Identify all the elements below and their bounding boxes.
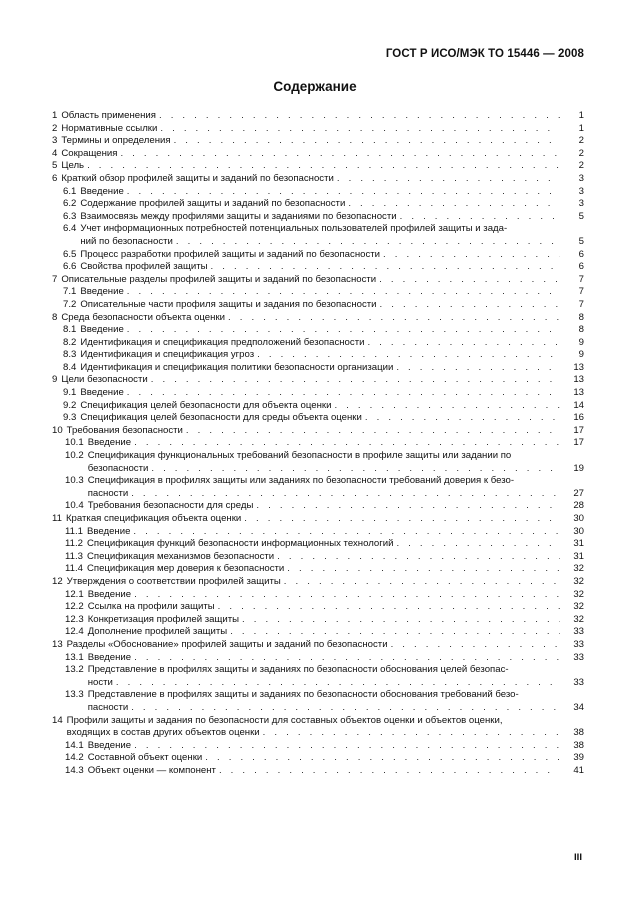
toc-entry-number: 11.3 — [65, 550, 83, 562]
dot-leader — [228, 312, 560, 325]
dot-leader — [133, 526, 560, 539]
toc-entry-title: Утверждения о соответствии профилей защиты — [66, 575, 281, 587]
toc-entry-number: 8 — [52, 311, 58, 323]
toc-entry[interactable] — [52, 563, 584, 576]
toc-entry[interactable] — [52, 223, 584, 236]
toc-entry-number: 10.2 — [65, 450, 84, 462]
dot-leader — [116, 677, 560, 690]
toc-entry-number: 10.3 — [65, 475, 84, 487]
toc-entry-title: Дополнение профилей защиты — [87, 626, 228, 638]
toc-entry-number: 2 — [52, 122, 58, 134]
toc-entry[interactable] — [52, 664, 584, 677]
toc-entry-number: 5 — [52, 160, 58, 172]
toc-entry-title: Представление в профилях защиты и заданиях по безопасности обоснования требований безо- — [87, 689, 519, 701]
dot-leader — [334, 400, 560, 413]
toc-entry-title: Идентификация и спецификация политики безопасности организации — [80, 361, 394, 373]
toc-entry[interactable] — [52, 110, 584, 123]
toc-entry[interactable] — [52, 437, 584, 450]
toc-entry[interactable] — [52, 601, 584, 614]
toc-entry-page: 32 — [573, 575, 584, 587]
page-title: Содержание — [273, 79, 357, 94]
toc-entry[interactable] — [52, 123, 584, 136]
toc-entry-page: 39 — [573, 752, 584, 764]
toc-entry-page: 33 — [573, 651, 584, 663]
dot-leader — [348, 198, 560, 211]
toc-entry-title: Описательные части профиля защиты и задания по безопасности — [80, 298, 377, 310]
toc-entry-title-continued: входящих в состав других объектов оценки — [66, 727, 260, 739]
toc-entry-page: 7 — [578, 298, 584, 310]
dot-leader — [365, 412, 560, 425]
toc-entry-number: 8.2 — [63, 336, 77, 348]
toc-entry-number: 13.3 — [65, 689, 84, 701]
toc-entry-title: Нормативные ссылки — [61, 122, 158, 134]
toc-entry-page: 19 — [573, 462, 584, 474]
toc-entry-title: Цели безопасности — [61, 374, 148, 386]
dot-leader — [159, 110, 560, 123]
toc-entry[interactable] — [52, 324, 584, 337]
toc-entry-title: Краткая спецификация объекта оценки — [65, 513, 242, 524]
toc-entry[interactable] — [52, 160, 584, 173]
toc-entry[interactable] — [52, 299, 584, 312]
toc-entry-continuation[interactable] — [52, 702, 584, 715]
toc-entry-title-continued: ний по безопасности — [80, 235, 173, 247]
toc-entry-page: 9 — [578, 349, 584, 361]
dot-leader — [218, 601, 560, 614]
toc-entry[interactable] — [52, 513, 584, 526]
toc-entry-number: 9.1 — [63, 387, 77, 399]
toc-entry-title: Область применения — [61, 110, 156, 121]
dot-leader — [367, 337, 560, 350]
toc-entry-title: Введение — [87, 588, 132, 600]
dot-leader — [337, 173, 560, 186]
dot-leader — [120, 148, 560, 161]
toc-entry-page: 1 — [578, 122, 584, 134]
toc-entry[interactable] — [52, 652, 584, 665]
toc-entry-number: 6.4 — [63, 223, 77, 235]
toc-entry-number: 12.1 — [65, 588, 84, 600]
toc-entry[interactable] — [52, 412, 584, 425]
toc-entry-page: 9 — [578, 336, 584, 348]
toc-entry[interactable] — [52, 312, 584, 325]
dot-leader — [134, 652, 560, 665]
toc-entry-number: 11.4 — [65, 563, 83, 575]
dot-leader — [263, 727, 560, 740]
toc-entry-title-continued: ности — [87, 676, 113, 688]
toc-entry-page: 2 — [578, 160, 584, 172]
toc-entry-number: 13 — [52, 638, 63, 650]
toc-entry-page: 2 — [578, 135, 584, 147]
toc-entry-number: 14.1 — [65, 739, 84, 751]
toc-entry-page: 28 — [573, 500, 584, 512]
dot-leader — [400, 211, 560, 224]
toc-entry-number: 12 — [52, 575, 63, 587]
toc-entry-continuation[interactable] — [52, 236, 584, 249]
toc-entry-title: Ссылка на профили защиты — [87, 601, 215, 613]
toc-entry[interactable] — [52, 387, 584, 400]
toc-entry-page: 13 — [573, 387, 584, 399]
toc-entry-number: 7.1 — [63, 286, 77, 298]
toc-entry-number: 9.3 — [63, 412, 77, 424]
toc-entry-page: 31 — [573, 538, 584, 550]
dot-leader — [244, 513, 560, 526]
toc-entry-number: 8.1 — [63, 324, 77, 336]
dot-leader — [176, 236, 560, 249]
dot-leader — [151, 374, 560, 387]
toc-entry-title: Взаимосвязь между профилями защиты и заданиями по безопасности — [80, 210, 397, 222]
table-of-contents — [52, 110, 584, 777]
dot-leader — [127, 387, 560, 400]
toc-entry-title: Требования безопасности для среды — [87, 500, 254, 512]
toc-entry-number: 10.1 — [65, 437, 84, 449]
toc-entry-title: Описательные разделы профилей защиты и заданий по безопасности — [61, 273, 377, 285]
toc-entry-title: Краткий обзор профилей защиты и заданий по безопасности — [61, 172, 334, 184]
toc-entry[interactable] — [52, 639, 584, 652]
toc-entry-number: 10.4 — [65, 500, 84, 512]
toc-entry[interactable] — [52, 689, 584, 702]
toc-entry-page: 2 — [578, 147, 584, 159]
toc-entry-page: 5 — [578, 235, 584, 247]
toc-entry-title: Свойства профилей защиты — [80, 261, 208, 273]
toc-entry-number: 14.2 — [65, 752, 84, 764]
toc-entry-title: Разделы «Обоснование» профилей защиты и заданий по безопасности — [66, 638, 388, 650]
toc-entry[interactable] — [52, 211, 584, 224]
toc-entry-number: 6.2 — [63, 198, 77, 210]
page-number: III — [574, 852, 582, 863]
toc-entry-number: 9.2 — [63, 399, 77, 411]
dot-leader — [186, 425, 560, 438]
toc-entry-page: 17 — [573, 437, 584, 449]
toc-entry-number: 6.6 — [63, 261, 77, 273]
toc-entry-title: Термины и определения — [61, 135, 171, 147]
dot-leader — [134, 437, 560, 450]
toc-entry-number: 12.4 — [65, 626, 84, 638]
toc-entry-page: 8 — [578, 324, 584, 336]
toc-entry-title: Составной объект оценки — [87, 752, 203, 764]
dot-leader — [257, 349, 560, 362]
dot-leader — [211, 261, 561, 274]
toc-entry-number: 14.3 — [65, 764, 84, 776]
toc-entry[interactable] — [52, 576, 584, 589]
dot-leader — [127, 286, 560, 299]
toc-entry[interactable] — [52, 337, 584, 350]
toc-entry-page: 5 — [578, 210, 584, 222]
dot-leader — [205, 752, 560, 765]
toc-entry-page: 32 — [573, 563, 584, 575]
dot-leader — [256, 500, 560, 513]
toc-entry-page: 38 — [573, 727, 584, 739]
toc-entry-title: Введение — [87, 651, 132, 663]
toc-entry-page: 3 — [578, 198, 584, 210]
toc-entry-title: Спецификация функциональных требований безопасности в профиле защиты или задании по — [87, 450, 512, 462]
toc-entry[interactable] — [52, 374, 584, 387]
toc-entry-page: 30 — [573, 513, 584, 524]
toc-entry-page: 6 — [578, 248, 584, 260]
toc-entry-page: 32 — [573, 588, 584, 600]
dot-leader — [287, 563, 560, 576]
dot-leader — [391, 639, 560, 652]
toc-entry-page: 33 — [573, 638, 584, 650]
toc-entry[interactable] — [52, 614, 584, 627]
toc-entry-page: 34 — [573, 701, 584, 713]
toc-entry-title: Спецификация в профилях защиты или заданиях по безопасности требований доверия к безо- — [87, 475, 515, 487]
toc-entry-number: 12.3 — [65, 613, 84, 625]
toc-entry-title: Спецификация механизмов безопасности — [86, 550, 275, 562]
toc-entry[interactable] — [52, 135, 584, 148]
toc-entry-title: Введение — [80, 324, 124, 336]
toc-entry-title: Спецификация функций безопасности информационных технологий — [86, 538, 394, 550]
toc-entry-number: 10 — [52, 424, 63, 436]
dot-leader — [284, 576, 560, 589]
toc-entry-continuation[interactable] — [52, 727, 584, 740]
toc-entry-number: 6.1 — [63, 185, 77, 197]
toc-entry-page: 6 — [578, 261, 584, 273]
toc-entry-title: Введение — [86, 525, 131, 537]
toc-entry-number: 1 — [52, 110, 58, 121]
toc-entry-number: 12.2 — [65, 601, 84, 613]
toc-entry-page: 33 — [573, 676, 584, 688]
toc-entry[interactable] — [52, 551, 584, 564]
toc-entry-page: 17 — [573, 424, 584, 436]
toc-entry-title: Идентификация и спецификация угроз — [80, 349, 255, 361]
toc-entry-number: 11.2 — [65, 538, 83, 550]
toc-entry-title-continued: пасности — [87, 487, 129, 499]
toc-entry-number: 8.3 — [63, 349, 77, 361]
toc-entry[interactable] — [52, 500, 584, 513]
toc-entry-title-continued: безопасности — [87, 462, 149, 474]
dot-leader — [379, 274, 560, 287]
dot-leader — [219, 765, 560, 778]
toc-entry-title: Введение — [87, 739, 132, 751]
toc-entry-title: Требования безопасности — [66, 424, 183, 436]
toc-entry[interactable] — [52, 362, 584, 375]
toc-entry-page: 16 — [573, 412, 584, 424]
toc-entry[interactable] — [52, 589, 584, 602]
dot-leader — [134, 740, 560, 753]
toc-entry-number: 6.5 — [63, 248, 77, 260]
toc-entry[interactable] — [52, 526, 584, 539]
dot-leader — [134, 589, 560, 602]
toc-entry-title: Процесс разработки профилей защиты и заданий по безопасности — [80, 248, 380, 260]
dot-leader — [87, 160, 560, 173]
toc-entry-title: Введение — [87, 437, 132, 449]
toc-entry-title: Конкретизация профилей защиты — [87, 613, 240, 625]
dot-leader — [380, 299, 561, 312]
toc-entry[interactable] — [52, 626, 584, 639]
toc-entry-title: Объект оценки — компонент — [87, 764, 216, 776]
toc-entry[interactable] — [52, 450, 584, 463]
toc-entry[interactable] — [52, 173, 584, 186]
toc-entry-title: Сокращения — [61, 147, 118, 159]
toc-entry-page: 31 — [573, 550, 584, 562]
dot-leader — [383, 249, 560, 262]
toc-entry-page: 7 — [578, 273, 584, 285]
toc-entry[interactable] — [52, 148, 584, 161]
toc-entry-title: Цель — [61, 160, 85, 172]
dot-leader — [131, 702, 560, 715]
toc-entry-continuation[interactable] — [52, 677, 584, 690]
toc-entry-title: Спецификация целей безопасности для среды объекта оценки — [80, 412, 362, 424]
dot-leader — [242, 614, 560, 627]
toc-entry-title: Спецификация мер доверия к безопасности — [86, 563, 285, 575]
toc-entry-page: 41 — [573, 764, 584, 776]
toc-entry-number: 7.2 — [63, 298, 77, 310]
toc-entry-page: 32 — [573, 601, 584, 613]
toc-entry[interactable] — [52, 740, 584, 753]
toc-entry[interactable] — [52, 198, 584, 211]
toc-entry-number: 11.1 — [65, 525, 83, 537]
toc-entry-number: 6.3 — [63, 210, 77, 222]
toc-entry[interactable] — [52, 274, 584, 287]
toc-entry[interactable] — [52, 400, 584, 413]
toc-entry-number: 11 — [52, 513, 62, 524]
toc-entry[interactable] — [52, 261, 584, 274]
dot-leader — [396, 362, 560, 375]
dot-leader — [131, 488, 560, 501]
dot-leader — [230, 626, 560, 639]
toc-entry-number: 14 — [52, 714, 63, 726]
dot-leader — [277, 551, 560, 564]
dot-leader — [127, 324, 560, 337]
toc-entry-title: Профили защиты и задания по безопасности для составных объектов оценки и объектов оценки, — [66, 714, 503, 726]
toc-entry-page: 38 — [573, 739, 584, 751]
toc-entry-page: 13 — [573, 361, 584, 373]
dot-leader — [160, 123, 560, 136]
toc-entry-page: 14 — [573, 399, 584, 411]
toc-entry[interactable] — [52, 752, 584, 765]
document-standard-header: ГОСТ Р ИСО/МЭК ТО 15446 — 2008 — [385, 48, 584, 60]
toc-entry-continuation[interactable] — [52, 488, 584, 501]
toc-entry-page: 3 — [578, 185, 584, 197]
toc-entry[interactable] — [52, 349, 584, 362]
toc-entry-number: 3 — [52, 135, 58, 147]
toc-entry[interactable] — [52, 475, 584, 488]
toc-entry[interactable] — [52, 425, 584, 438]
toc-entry-title: Учет информационных потребностей потенциальных пользователей профилей защиты и зада- — [80, 223, 508, 235]
toc-entry[interactable] — [52, 715, 584, 728]
toc-entry-number: 9 — [52, 374, 58, 386]
toc-entry-page: 1 — [578, 110, 584, 121]
toc-entry-title: Введение — [80, 185, 124, 197]
toc-entry-page: 8 — [578, 311, 584, 323]
toc-entry-number: 7 — [52, 273, 58, 285]
toc-entry-number: 6 — [52, 172, 58, 184]
toc-entry[interactable] — [52, 286, 584, 299]
toc-entry-title: Представление в профилях защиты и заданиях по безопасности обоснования целей безопас- — [87, 664, 509, 676]
toc-entry-page: 7 — [578, 286, 584, 298]
toc-entry-number: 8.4 — [63, 361, 77, 373]
dot-leader — [151, 463, 560, 476]
toc-entry-page: 27 — [573, 487, 584, 499]
toc-entry-page: 3 — [578, 172, 584, 184]
toc-entry-title: Введение — [80, 286, 124, 298]
toc-entry-page: 13 — [573, 374, 584, 386]
toc-entry-title-continued: пасности — [87, 701, 129, 713]
dot-leader — [396, 538, 560, 551]
toc-entry-number: 4 — [52, 147, 58, 159]
dot-leader — [174, 135, 560, 148]
toc-entry-title: Спецификация целей безопасности для объекта оценки — [80, 399, 332, 411]
toc-entry-number: 13.1 — [65, 651, 84, 663]
toc-entry-title: Содержание профилей защиты и заданий по безопасности — [80, 198, 346, 210]
dot-leader — [127, 186, 560, 199]
toc-entry-title: Среда безопасности объекта оценки — [61, 311, 225, 323]
toc-entry[interactable] — [52, 538, 584, 551]
toc-entry-page: 32 — [573, 613, 584, 625]
toc-entry-page: 30 — [573, 525, 584, 537]
toc-entry-page: 33 — [573, 626, 584, 638]
toc-entry[interactable] — [52, 249, 584, 262]
toc-entry[interactable] — [52, 186, 584, 199]
toc-entry-continuation[interactable] — [52, 463, 584, 476]
toc-entry-number: 13.2 — [65, 664, 84, 676]
toc-entry-title: Введение — [80, 387, 124, 399]
toc-entry[interactable] — [52, 765, 584, 778]
toc-entry-title: Идентификация и спецификация предположений безопасности — [80, 336, 365, 348]
